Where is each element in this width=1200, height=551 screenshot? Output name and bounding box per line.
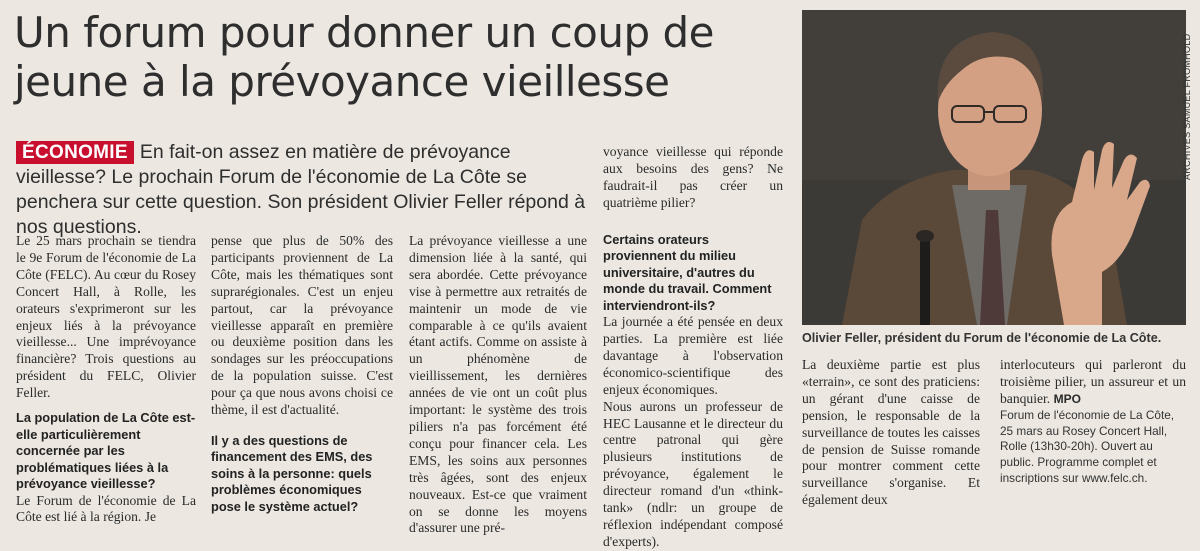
photo-credit: ARCHIVES SAMUEL FROMHOLD <box>1182 33 1192 180</box>
event-info: Forum de l'économie de La Côte, 25 mars au Rosey Concert Hall, Rolle (13h30-20h). Ouvert au public. Programme complet et inscriptions sur www.felc.ch. <box>1000 407 1175 485</box>
question-2: Il y a des questions de financement des EMS, des soins à la personne: quels problèmes économiques pose le système actuel? <box>211 432 373 514</box>
section-tag: ÉCONOMIE <box>16 141 134 164</box>
author-signature: MPO <box>1053 391 1081 406</box>
answer-3-part-2: Nous aurons un professeur de HEC Lausanne et le directeur du centre patronal qui gère plusieurs institutions de prévoyance, également le directeur romand d'un «think-tank» (ndlr: un groupe de réflexion indépendant composé d'experts). <box>603 398 783 549</box>
column-3 <box>409 233 587 537</box>
column-6 <box>1000 357 1186 487</box>
answer-1-start: Le Forum de l'économie de La Côte est lié à la région. Je <box>16 492 196 525</box>
column-5 <box>802 357 980 509</box>
portrait-illustration <box>802 10 1186 325</box>
question-3: Certains orateurs proviennent du milieu universitaire, d'autres du monde du travail. Comment interviendront-ils? <box>603 231 772 313</box>
answer-2: La prévoyance vieillesse a une dimension liée à la santé, qui sera abordée. Cette prévoyance vise à permettre aux retraités de maintenir un mode de vie comparable à ce qu'ils avaient étant actifs. Comme on assiste à un phénomène de vieillissement, les dernières années de vie ont un coût plus important: le système des trois piliers n'a pas forcément été conçu pour financer cela. Les EMS, les soins aux personnes très âgées, sont des enjeux nouveaux. Est-ce que vraiment on se donne les moyens d'assurer une pré- <box>409 233 587 536</box>
answer-3-end: interlocuteurs qui parleront du troisième pilier, un assureur et un banquier. MPO <box>1000 357 1186 406</box>
column-2 <box>211 233 393 515</box>
column-1 <box>16 233 196 526</box>
intro-paragraph: Le 25 mars prochain se tiendra le 9e Forum de l'économie de La Côte (FELC). Au cœur du Rosey Concert Hall, à Rolle, les orateurs s'exprimeront sur les enjeux liés à la prévoyance vieillesse... Une imprévoyance financière? Trois questions au président du FELC, Olivier Feller. <box>16 233 196 401</box>
photo-caption: Olivier Feller, président du Forum de l'économie de La Côte. <box>802 331 1162 345</box>
question-1: La population de La Côte est-elle particulièrement concernée par les problématiques liées à la prévoyance vieillesse? <box>16 410 196 492</box>
answer-3-part-3: La deuxième partie est plus «terrain», ce sont des praticiens: un gérant d'une caisse de pension, le responsable de la surveillance de toutes les caisses de pension de Suisse romande pour montrer comment cette surveillance s'organise. Et également deux <box>802 357 980 508</box>
portrait-photo <box>802 10 1186 325</box>
answer-1-end: pense que plus de 50% des participants proviennent de La Côte, mais les thématiques sont suprarégionales. C'est un enjeu partout, car la prévoyance vieillesse apparaît en première ou deuxième position dans les sondages sur les préoccupations de la population suisse. C'est pour ça que nous avons choisi ce thème, il est d'actualité. <box>211 233 393 418</box>
headline: Un forum pour donner un coup de jeune à la prévoyance vieillesse <box>14 8 714 106</box>
answer-3-part-1: La journée a été pensée en deux parties. La première est liée davantage à l'observation économico-scientifique des enjeux économiques. <box>603 314 783 397</box>
lead-text: En fait-on assez en matière de prévoyance vieillesse? Le prochain Forum de l'économie de La Côte se penchera sur cette question. Son président Olivier Feller répond à nos questions. <box>16 141 586 238</box>
answer-2-end: voyance vieillesse qui réponde aux besoins des gens? Ne faudrait-il pas créer un quatrième pilier? <box>603 144 783 210</box>
column-4 <box>603 144 783 551</box>
lead-paragraph <box>16 140 596 240</box>
